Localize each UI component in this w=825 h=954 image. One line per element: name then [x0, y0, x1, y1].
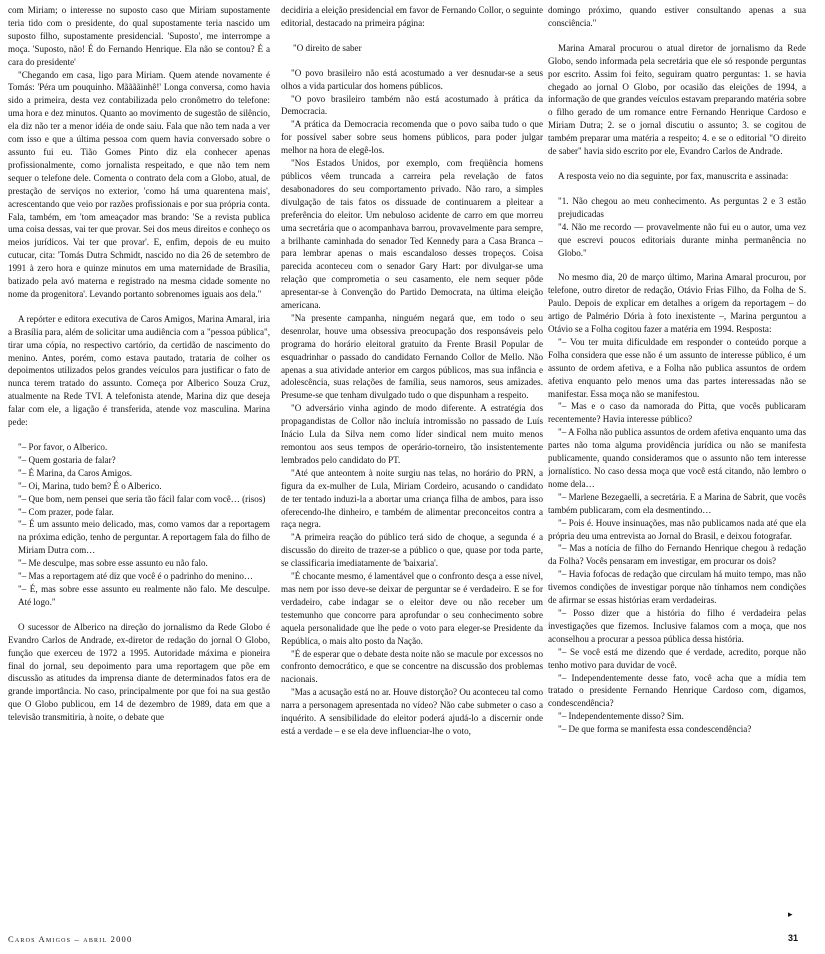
paragraph: "– Marlene Bezegaelli, a secretária. E a Marina de Sabrit, que vocês também publicaram, com ela desmentindo…	[548, 491, 806, 515]
paragraph: "Nos Estados Unidos, por exemplo, com freqüência homens públicos vêem truncada a carreira pela revelação de fatos desabonadores do seu comportamento privado. Não raro, a simples divulgação de tais fatos os dissuade de continuarem a pleitear a preferência do eleitor. Um nebuloso acidente de carro em que morreu uma secretária que o acompanhava barrou, provavelmente para sempre, a brilhante caminhada do senador Ted Kennedy para a Casa Branca – para lembrar apenas o mais escandaloso desses tropeços. Coisa parecida aconteceu com o senador Gary Hart: por divulgar-se uma relação que comprometia o seu casamento, ele nem sequer pôde apresentar-se à Convenção do Partido Democrata, na última eleição americana.	[281, 158, 543, 311]
paragraph: "– Havia fofocas de redação que circulam há muito tempo, mas não tivemos condições de investigar porque não tínhamos nem condições de afirmar se essas histórias eram verdadeiras.	[548, 569, 806, 606]
paragraph: "– Independentemente disso? Sim.	[558, 711, 684, 722]
paragraph: "É de esperar que o debate desta noite não se macule por excessos no confronto democrático, e que se concentre na discussão dos problemas nacionais.	[281, 648, 543, 685]
paragraph: "– Por favor, o Alberico.	[18, 442, 108, 452]
paragraph: "– Vou ter muita dificuldade em responder o conteúdo porque a Folha considera que esse não é um assunto de interesse público, é um assunto de ordem afetiva, e a Folha não publica assuntos de ordem afetiva enquanto pelo menos uma das partes interessadas não se manifestar. Essa moça não se manifestou.	[548, 336, 806, 399]
paragraph: "O povo brasileiro não está acostumado a ver desnudar-se a seus olhos a vida particular dos homens públicos.	[281, 67, 543, 91]
paragraph: "– Independentemente desse fato, você acha que a mídia tem tratado o presidente Fernando Henrique Cardoso com, digamos, condescendência?	[548, 672, 806, 709]
paragraph: "É chocante mesmo, é lamentável que o confronto desça a esse nível, mas nem por isso deve-se deixar de perguntar se é verdadeiro. E se for verdadeiro, cabe indagar se o eleitor deve ou não receber um testemunho que concorre para aprofundar o seu conhecimento sobre aquela personalidade que lhe pede o voto para eleger-se Presidente da República, o mais alto posto da Nação.	[281, 571, 543, 646]
paragraph: "– De que forma se manifesta essa condescendência?	[558, 724, 752, 735]
paragraph: decidiria a eleição presidencial em favor de Fernando Collor, o seguinte editorial, destacado na primeira página:	[281, 5, 543, 28]
text-column-3	[548, 4, 806, 929]
paragraph: "O povo brasileiro também não está acostumado à prática da Democracia.	[281, 93, 543, 117]
paragraph: "Mas a acusação está no ar. Houve distorção? Ou aconteceu tal como narra a personagem apresentada no vídeo? Não cabe submeter o caso a inquérito. A sensibilidade do eleitor poderá ajudá-lo a discernir onde está a verdade – e se ela deve influenciar-lhe o voto,	[281, 687, 543, 736]
paragraph: "– Pois é. Houve insinuações, mas não publicamos nada até que ela própria deu uma entrevista ao Jornal do Brasil, e deixou fotografar.	[548, 517, 806, 541]
paragraph: "– Se você está me dizendo que é verdade, acredito, porque não tenho motivo para duvidar de você.	[548, 646, 806, 670]
paragraph: "– Posso dizer que a história do filho é verdadeira pelas investigações que fizemos. Inclusive falamos com a moça, que nos aconselhou a procurar a pessoa pública dessa história.	[548, 607, 806, 644]
paragraph: domingo próximo, quando estiver consultando apenas a sua consciência."	[548, 5, 806, 28]
paragraph: "– Mas e o caso da namorada do Pitta, que vocês publicaram recentemente? Havia interesse público?	[548, 401, 806, 425]
paragraph: com Miriam; o interesse no suposto caso que Miriam supostamente teria tido com o presidente, do qual supostamente teria nascido um suposto filho, supostamente presidencial. 'Suposto', me interrompe a moça. 'Suposto, não! É do Fernando Henrique. Ela não se contou? É a cara do presidente'	[8, 5, 270, 67]
paragraph: "Chegando em casa, ligo para Miriam. Quem atende novamente é Tomás: 'Péra um pouquinho. Mããããinhê!' Longa conversa, como havia sido a primeira, desta vez contabilizada pelo cronômetro do telefone: uma hora e dez minutos. Quanto ao movimento de sugestão de silêncio, ela diz não ter a menor idéia de onde saiu. Fala que não tem nada a ver com isso e que a última pessoa com quem havia conversado sobre o assunto fui eu. Tião Gomes Pinto diz ela conhecer apenas profissionalmente, como jornalista respeitado, e que não tem nem sequer o telefone dele. Comenta o contrato dela com a Globo, atual, de prestação de serviços no exterior, 'como há uma quarentena mais', acrescentando que veio por razões profissionais e por sua própria conta. Fala, também, em 'tom ameaçador mas brando: 'Se a revista publica uma coisa dessas, vai ter que provar. Sei dos meus direitos e conheço os meios jurídicos. Vai ter que provar'. E, enfim, depois de eu muito cutucar, cita: 'Tomás Dutra Schmidt, nascido no dia 26 de setembro de 1991 à zero hora e quinze minutos em uma maternidade de Brasília, batizado pela avó materna e registrado na mesma cidade somente no nome da progenitora'. Levando portanto sobrenomes iguais aos dela."	[8, 69, 270, 299]
paragraph: "4. Não me recordo — provavelmente não fui eu o autor, uma vez que escrevi poucos editoriais durante minha permanência no Globo."	[558, 221, 806, 258]
paragraph: No mesmo dia, 20 de março último, Marina Amaral procurou, por telefone, outro diretor de redação, Otávio Frias Filho, da Folha de S. Paulo. Depois de explicar em detalhes a origem da reportagem – do artigo de Palmério Dória à foto inexistente –, Marina perguntou a Otávio se a Folha cogitou fazer a matéria em 1994. Resposta:	[548, 272, 806, 335]
paragraph: "1. Não chegou ao meu conhecimento. As perguntas 2 e 3 estão prejudicadas	[558, 195, 806, 219]
paragraph: "– É, mas sobre esse assunto eu realmente não falo. Me desculpe. Até logo."	[18, 583, 270, 607]
page-number: 31	[788, 933, 799, 943]
text-column-1	[8, 4, 270, 929]
continuation-mark: ▸	[788, 909, 793, 919]
paragraph: "– Quem gostaria de falar?	[18, 454, 116, 465]
paragraph: A repórter e editora executiva de Caros Amigos, Marina Amaral, iria a Brasília para, além de solicitar uma audiência com a "pessoa pública", tirar uma cópia, no respectivo cartório, da certidão de nascimento do menino. Antes, porém, como estava pautado, trataria de colher os depoimentos utilizados pelos grandes veículos para justificar o fato de nunca terem tratado do assunto. Começa por Alberico Souza Cruz, atualmente na Rede TVI. A telefonista atende, Marina diz que deseja falar com ele, a ligação é transferida, atende voz masculina. Marina pede:	[8, 313, 270, 428]
paragraph: "– Me desculpe, mas sobre esse assunto eu não falo.	[18, 558, 208, 569]
paragraph: Marina Amaral procurou o atual diretor de jornalismo da Rede Globo, sendo informada pela secretária que ele só responde perguntas por escrito. Assim foi feito, seguiram quatro perguntas: 1. se havia chegado ao jornal O Globo, por ocasião das eleições de 1994, a informação de que grandes veículos estavam preparando matéria sobre o filho gerado de um romance entre Fernando Henrique Cardoso e Miriam Dutra; 2. se o jornal discutiu o assunto; 3. se cogitou de também preparar uma matéria a respeito; 4. e se o editorial "O direito de saber" havia sido escrito por ele, Evandro Carlos de Andrade.	[548, 42, 806, 157]
paragraph: "– É Marina, da Caros Amigos.	[18, 467, 133, 478]
paragraph: "Na presente campanha, ninguém negará que, em todo o seu desenrolar, houve uma obsessiva preocupação dos responsáveis pelo programa do horário eleitoral gratuito da Frente Brasil Popular de esquadrinhar o passado do candidato Fernando Collor de Mello. Não apenas a sua atividade anterior em cargos públicos, mas sua infância e adolescência, suas relações de família, seus namoros, seus amizades. Presume-se que tenham divulgado tudo o que dispunham a respeito.	[281, 312, 543, 401]
paragraph: "– É um assunto meio delicado, mas, como vamos dar a reportagem na próxima edição, tenho de perguntar. A reportagem fala do filho de Miriam Dutra com…	[18, 519, 270, 556]
paragraph: "– Mas a notícia de filho do Fernando Henrique chegou à redação da Folha? Vocês pensaram em investigar, em procurar os dois?	[548, 543, 806, 567]
paragraph: A resposta veio no dia seguinte, por fax, manuscrita e assinada:	[558, 170, 789, 181]
paragraph: "A prática da Democracia recomenda que o povo saiba tudo o que for possível saber sobre seus homens públicos, para poder julgar melhor na hora de elegê-los.	[281, 119, 543, 156]
footer-publication: Caros Amigos – abril 2000	[8, 934, 133, 944]
paragraph: O sucessor de Alberico na direção do jornalismo da Rede Globo é Evandro Carlos de Andrade, ex-diretor de redação do jornal O Globo, função que exerceu de 1972 a 1995. Autoridade máxima e pioneira final do jornal, seu depoimento para uma reportagem que põe em discussão as atitudes da imprensa diante de determinados fatos era de grande importância. No caso, principalmente por que foi na sua gestão que O Globo publicou, em 14 de dezembro de 1989, data em que a televisão transmitiria, à noite, o debate que	[8, 621, 270, 723]
text-column-2	[281, 4, 543, 929]
paragraph: "A primeira reação do público terá sido de choque, a segunda é a discussão do direito de trazer-se a público o que, quase por toda parte, se classificaria imediatamente de 'baixaria'.	[281, 532, 543, 569]
paragraph: "O adversário vinha agindo de modo diferente. A estratégia dos propagandistas de Collor não incluía intromissão no passado de Luís Inácio Lula da Silva nem como líder sindical nem muito menos remontou aos seus tempos de operário-torneiro, tão insistentemente lembrados pelo candidato do PT.	[281, 403, 543, 465]
paragraph: "– Mas a reportagem até diz que você é o padrinho do menino…	[18, 571, 254, 582]
paragraph: "– A Folha não publica assuntos de ordem afetiva enquanto uma das partes não toma alguma providência jurídica ou não se manifesta publicamente, quando consideramos que o assunto não tem interesse jornalístico. No caso dessa moça que você está citando, não lembro o nome dela…	[548, 427, 806, 489]
paragraph: "– Oi, Marina, tudo bem? É o Alberico.	[18, 480, 162, 491]
paragraph: "– Com prazer, pode falar.	[18, 506, 114, 517]
paragraph: "Até que anteontem à noite surgiu nas telas, no horário do PRN, a figura da ex-mulher de Lula, Miriam Cordeiro, acusando o candidato de ter tentado induzi-la a abortar uma criança filha de ambos, para isso oferecendo-lhe dinheiro, e também de alimentar preconceitos contra a raça negra.	[281, 467, 543, 530]
paragraph: "– Que bom, nem pensei que seria tão fácil falar com você… (risos)	[18, 493, 266, 504]
paragraph: "O direito de saber	[293, 42, 362, 53]
